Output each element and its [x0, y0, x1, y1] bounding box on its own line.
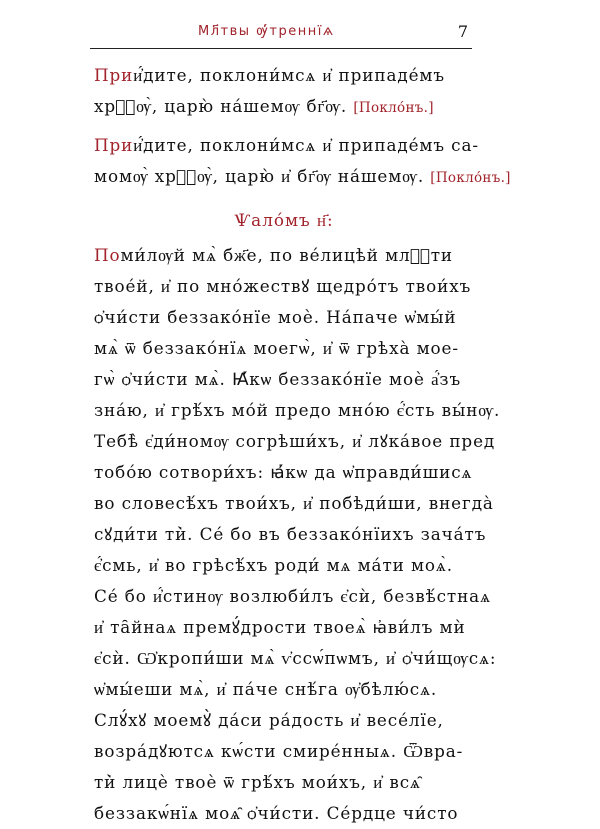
- text-line: и҆ та̑йнаѧ премꙋ́дрости твоеѧ̀ ꙗ҆ви́лъ мѝ: [94, 617, 466, 637]
- running-header: [90, 22, 472, 48]
- text-line: ѡ҆мы́еши мѧ̀, и҆ па́че снѣ́га ѹ҆бѣлю́сѧ.: [94, 679, 438, 699]
- text-line: [94, 161, 511, 192]
- red-initial: По: [94, 245, 121, 265]
- line-text: и҆́дите, поклони́мсѧ и҆ припаде́мъ: [133, 65, 445, 85]
- verse-gap: [94, 192, 474, 200]
- text-line: [94, 91, 474, 122]
- text-line: [94, 240, 474, 271]
- line-text: момѹ̀ хрⷭ҇ѹ̀, царю̀ и҆ бг҃ѹ на́шемѹ.: [94, 166, 425, 186]
- text-line: ти̇̀ лицѐ твоѐ ѿ грѣ́хъ мои́хъ, и҆ всѧ̑: [94, 772, 421, 792]
- red-initial: При: [94, 65, 134, 85]
- text-line: во словесѣ́хъ твои́хъ, и҆ побѣди́ши, внегда̀: [94, 493, 494, 513]
- text-line: [94, 130, 479, 161]
- line-text: ми́лѹй мѧ̀ бж҃е, по ве́лицѣй млⷭ҇ти: [120, 245, 454, 265]
- psalm-text: [94, 240, 501, 829]
- line-text: хрⷭ҇ѹ̀, царю̀ на́шемѹ бг҃ѹ.: [94, 96, 348, 116]
- red-initial: При: [94, 135, 134, 155]
- text-line: зна́ю, и҆ грѣ́хъ мо́й предо мно́ю є҆́сть вы́нѹ.: [94, 400, 501, 420]
- text-line: мѧ̀ ѿ беззако́нїѧ моегѡ̀, и҆ ѿ грѣха̀ мое-: [94, 338, 459, 358]
- page-number: 7: [457, 22, 468, 41]
- body-text: [94, 60, 511, 829]
- verse-gap: [94, 122, 474, 130]
- line-text: и҆́дите, поклони́мсѧ и҆ припаде́мъ са-: [133, 135, 479, 155]
- text-line: беззакѡ́нїѧ моѧ̑ ѻ҆чи́сти. Се́рдце чи́сто: [94, 803, 459, 823]
- invitation-verse-2: [94, 130, 511, 192]
- text-line: тобо́ю сотвори́хъ: ꙗ҆́кѡ да ѡ҆правди́шисѧ: [94, 462, 473, 482]
- text-line: твое́й, и҆ по мно́жествꙋ щедро́тъ твои́хъ: [94, 276, 472, 296]
- rubric-bow: [Покло́нъ.]: [430, 170, 511, 186]
- text-line: [94, 60, 474, 91]
- text-line: Се́ бо и҆́стинѹ возлюби́лъ є҆сѝ, безвѣ́стнаѧ: [94, 586, 491, 606]
- text-line: є҆́смь, и҆ во грѣсѣ́хъ роди́ мѧ ма́ти моѧ̀.: [94, 555, 453, 575]
- text-line: ѻ҆чи́сти беззако́нїе моѐ. На́паче ѡ҆мы́й: [94, 307, 457, 327]
- text-line: Слꙋ́хꙋ моемꙋ̀ да́си ра́дость и҆ весе́лїе,: [94, 710, 444, 730]
- header-rule: [90, 48, 472, 49]
- invitation-verse-1: [94, 60, 474, 122]
- rubric-bow: [Покло́нъ.]: [353, 100, 434, 116]
- text-line: є҆сѝ. Ѡ҆кропи́ши мѧ̀ ѵ҆ссѡ́пѡмъ, и҆ ѻ҆чи́щѹсѧ:: [94, 648, 497, 668]
- psalm-title: Ѱало́мъ н҃:: [234, 210, 334, 230]
- text-line: гѡ̀ ѻ҆чи́сти мѧ̀. Ꙗ҆́кѡ беззако́нїе моѐ а҆́зъ: [94, 369, 462, 389]
- text-line: сꙋди́ти ти̇̀. Се́ бо въ беззако́нїихъ зача́тъ: [94, 524, 487, 544]
- text-line: Тебѣ̀ є҆ди́номѹ согрѣши́хъ, и҆ лꙋка́вое пред: [94, 431, 496, 451]
- running-title: Мл҃твы ѹ҆́треннїѧ: [198, 24, 335, 39]
- text-line: возра́дꙋютсѧ кѡ́сти смире́нныѧ. Ѿвра-: [94, 741, 464, 761]
